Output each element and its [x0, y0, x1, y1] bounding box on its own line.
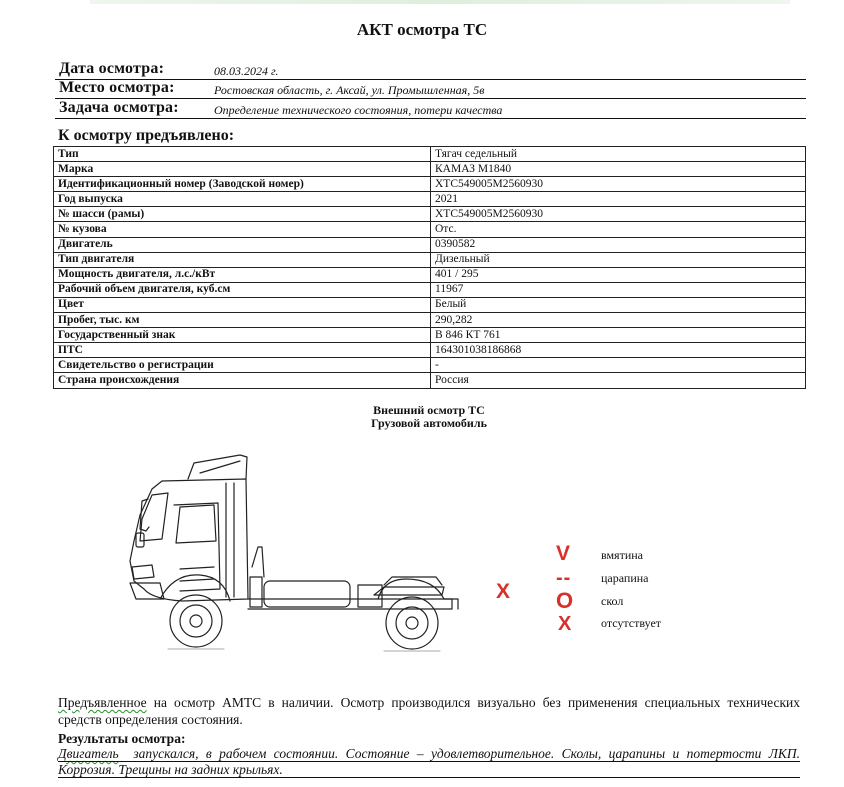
rear-wheel: [386, 597, 438, 649]
spec-key: Рабочий объем двигателя, куб.см: [54, 282, 431, 297]
document-title: АКТ осмотра ТС: [356, 20, 488, 39]
legend-label-missing: отсутствует: [601, 616, 662, 630]
inspection-task-row: [55, 100, 806, 119]
spec-key: Двигатель: [54, 237, 431, 252]
spec-row: [54, 358, 806, 373]
front-wheel: [170, 595, 222, 647]
inspection-place-label: Место осмотра:: [59, 79, 175, 96]
spec-value: ХТС549005М2560930: [431, 177, 806, 192]
spec-value: КАМАЗ М1840: [431, 162, 806, 177]
damage-mark-missing: X: [496, 580, 511, 603]
presented-section-title: К осмотру предъявлено:: [58, 127, 235, 144]
spec-row: [54, 192, 806, 207]
inspection-task-label: Задача осмотра:: [59, 99, 179, 116]
fuel-tank: [264, 581, 350, 607]
spec-value: В 846 КТ 761: [431, 328, 806, 343]
truck-tractor-diagram: [122, 449, 467, 659]
spec-row: [54, 207, 806, 222]
spec-value: Тягач седельный: [431, 147, 806, 162]
spec-key: Государственный знак: [54, 328, 431, 343]
spec-row: [54, 328, 806, 343]
spec-row: [54, 252, 806, 267]
legend-symbol-missing: X: [558, 613, 572, 635]
spec-value: 0390582: [431, 237, 806, 252]
spec-value: Отс.: [431, 222, 806, 237]
spec-key: Год выпуска: [54, 192, 431, 207]
inspection-date-label: Дата осмотра:: [59, 60, 165, 77]
spec-value: 2021: [431, 192, 806, 207]
vehicle-spec-table: [53, 146, 806, 389]
spec-value: 11967: [431, 282, 806, 297]
legend-label-chip: скол: [601, 594, 624, 608]
inspection-place-row: [55, 80, 806, 99]
spec-row: [54, 343, 806, 358]
roof-spoiler: [188, 455, 247, 479]
spec-key: Тип: [54, 147, 431, 162]
inspection-task-value: Определение технического состояния, потери качества: [214, 103, 503, 117]
results-underline-2: [58, 777, 800, 778]
spec-row: [54, 162, 806, 177]
inspection-date-row: [55, 61, 806, 80]
spec-key: Пробег, тыс. км: [54, 313, 431, 328]
inspection-date-value: 08.03.2024 г.: [214, 64, 279, 78]
rear-fender: [378, 579, 458, 609]
spec-value: Россия: [431, 373, 806, 388]
spec-row: [54, 147, 806, 162]
results-first-word: Двигатель: [58, 746, 119, 761]
spec-row: [54, 373, 806, 388]
spec-value: 401 / 295: [431, 267, 806, 282]
spec-row: [54, 222, 806, 237]
spec-key: Свидетельство о регистрации: [54, 358, 431, 373]
spec-value: Белый: [431, 297, 806, 312]
presentation-statement: [58, 694, 800, 728]
spec-value: ХТС549005М2560930: [431, 207, 806, 222]
results-text: [58, 746, 804, 778]
spec-row: [54, 177, 806, 192]
spec-key: Марка: [54, 162, 431, 177]
presented-first-word: Предъявленное: [58, 695, 147, 710]
spec-value: Дизельный: [431, 252, 806, 267]
top-edge-strip: [90, 0, 790, 4]
fifth-wheel: [374, 587, 444, 595]
spec-value: 290,282: [431, 313, 806, 328]
front-bumper: [130, 583, 164, 599]
spec-key: Идентификационный номер (Заводской номер): [54, 177, 431, 192]
spec-row: [54, 237, 806, 252]
spec-row: [54, 313, 806, 328]
inspection-place-value: Ростовская область, г. Аксай, ул. Промышленная, 5в: [214, 83, 485, 97]
legend-symbol-dent: V: [556, 542, 571, 565]
presented-rest: на осмотр АМТС в наличии. Осмотр производился визуально без применения специальных технических средств определения состояния.: [58, 695, 800, 727]
spec-key: Тип двигателя: [54, 252, 431, 267]
exterior-inspection-heading: [0, 404, 844, 430]
spec-key: Цвет: [54, 297, 431, 312]
spec-row: [54, 267, 806, 282]
legend-label-scratch: царапина: [601, 571, 649, 585]
results-body: запускался, в рабочем состоянии. Состояние – удовлетворительное. Сколы, царапины и потертости ЛКП. Коррозия. Трещины на задних крыльях.: [58, 746, 804, 777]
exterior-subtitle: Грузовой автомобиль: [371, 416, 487, 430]
spec-key: ПТС: [54, 343, 431, 358]
spec-key: № шасси (рамы): [54, 207, 431, 222]
exterior-title: Внешний осмотр ТС: [373, 403, 485, 417]
door-window: [176, 505, 216, 543]
spec-value: -: [431, 358, 806, 373]
results-title: Результаты осмотра:: [58, 731, 186, 746]
results-underline-1: [58, 761, 800, 762]
spec-key: Мощность двигателя, л.с./кВт: [54, 267, 431, 282]
legend-symbol-chip: O: [556, 588, 574, 613]
spec-value: 164301038186868: [431, 343, 806, 358]
spec-key: Страна происхождения: [54, 373, 431, 388]
legend-symbol-scratch: --: [556, 567, 572, 589]
legend-label-dent: вмятина: [601, 548, 643, 562]
spec-row: [54, 282, 806, 297]
spec-row: [54, 297, 806, 312]
spec-key: № кузова: [54, 222, 431, 237]
